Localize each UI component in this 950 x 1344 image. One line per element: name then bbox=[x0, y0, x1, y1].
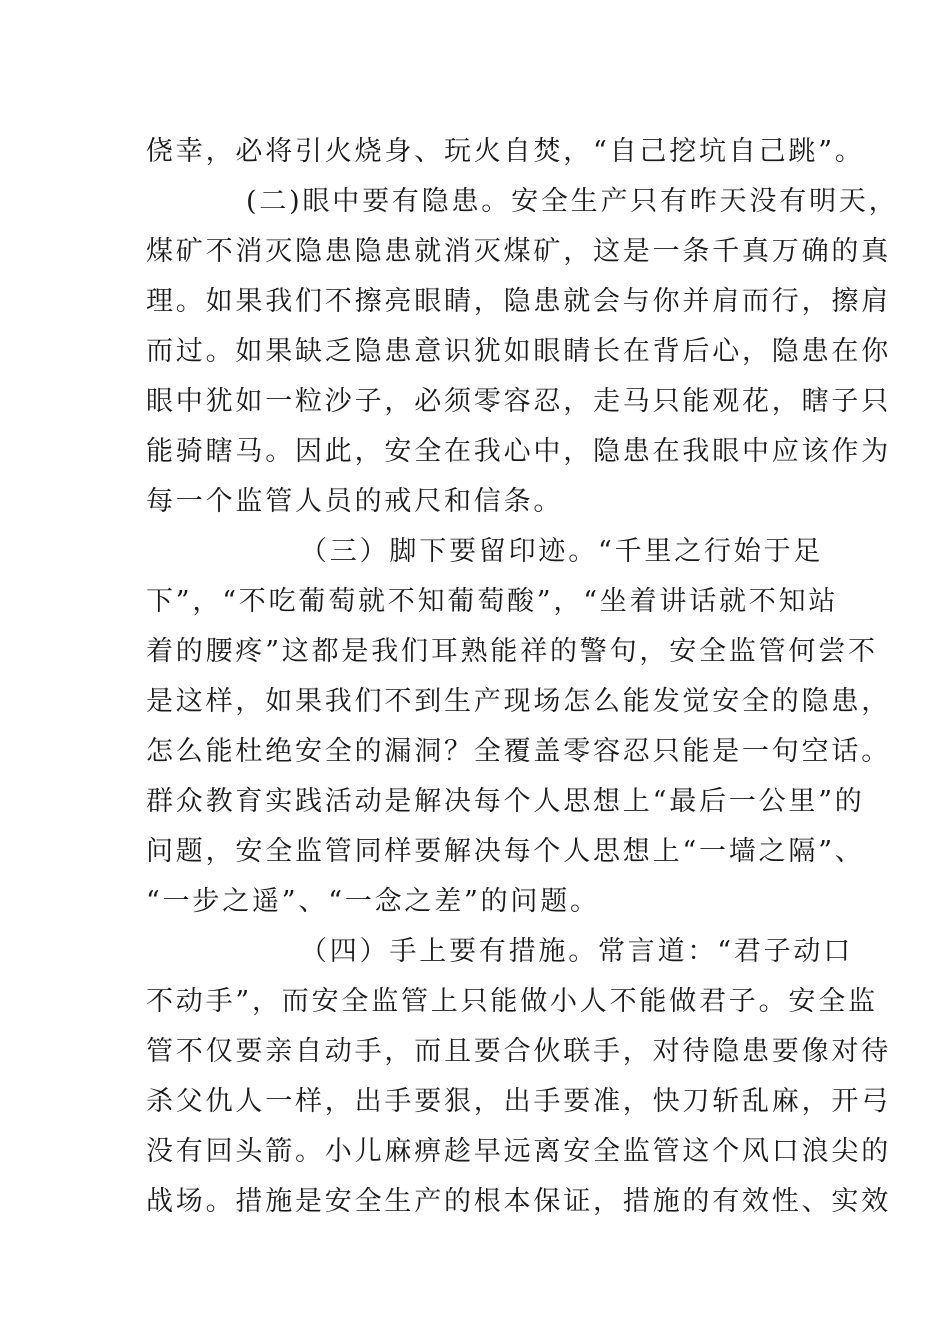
text-line: 煤矿不消灭隐患隐患就消灭煤矿，这是一条千真万确的真 bbox=[146, 236, 891, 267]
section-heading-line: (二)眼中要有隐患。安全生产只有昨天没有明天， bbox=[246, 186, 899, 217]
text-line: 每一个监管人员的戒尺和信条。 bbox=[146, 486, 564, 517]
text-line: 是这样，如果我们不到生产现场怎么能发觉安全的隐患， bbox=[146, 686, 891, 717]
text-line: 下”，“不吃葡萄就不知葡萄酸”，“坐着讲话就不知站 bbox=[146, 586, 839, 617]
section-heading-line: （四）手上要有措施。常言道：“君子动口 bbox=[300, 936, 854, 967]
text-line: 能骑瞎马。因此，安全在我心中，隐患在我眼中应该作为 bbox=[146, 436, 891, 467]
text-line: 怎么能杜绝安全的漏洞？全覆盖零容忍只能是一句空话。 bbox=[146, 736, 891, 767]
text-line: 管不仅要亲自动手，而且要合伙联手，对待隐患要像对待 bbox=[146, 1036, 891, 1067]
text-line: 不动手”，而安全监管上只能做小人不能做君子。安全监 bbox=[146, 986, 878, 1017]
text-line: 眼中犹如一粒沙子，必须零容忍，走马只能观花，瞎子只 bbox=[146, 386, 891, 417]
text-line: 杀父仇人一样，出手要狠，出手要准，快刀斩乱麻，开弓 bbox=[146, 1086, 891, 1117]
text-line: 侥幸，必将引火烧身、玩火自焚，“自己挖坑自己跳”。 bbox=[146, 136, 865, 167]
text-line: 着的腰疼”这都是我们耳熟能祥的警句，安全监管何尝不 bbox=[146, 636, 878, 667]
text-line: 群众教育实践活动是解决每个人思想上“最后一公里”的 bbox=[146, 786, 865, 817]
section-heading-line: （三）脚下要留印迹。“千里之行始于足 bbox=[300, 536, 824, 567]
text-line: 问题，安全监管同样要解决每个人思想上“一墙之隔”、 bbox=[146, 836, 865, 867]
text-line: 而过。如果缺乏隐患意识犹如眼睛长在背后心，隐患在你 bbox=[146, 336, 891, 367]
text-line: 理。如果我们不擦亮眼睛，隐患就会与你并肩而行，擦肩 bbox=[146, 286, 891, 317]
text-line: 战场。措施是安全生产的根本保证，措施的有效性、实效 bbox=[146, 1186, 891, 1217]
text-line: “一步之遥”、“一念之差”的问题。 bbox=[146, 886, 600, 917]
text-line: 没有回头箭。小儿麻痹趁早远离安全监管这个风口浪尖的 bbox=[146, 1136, 891, 1167]
